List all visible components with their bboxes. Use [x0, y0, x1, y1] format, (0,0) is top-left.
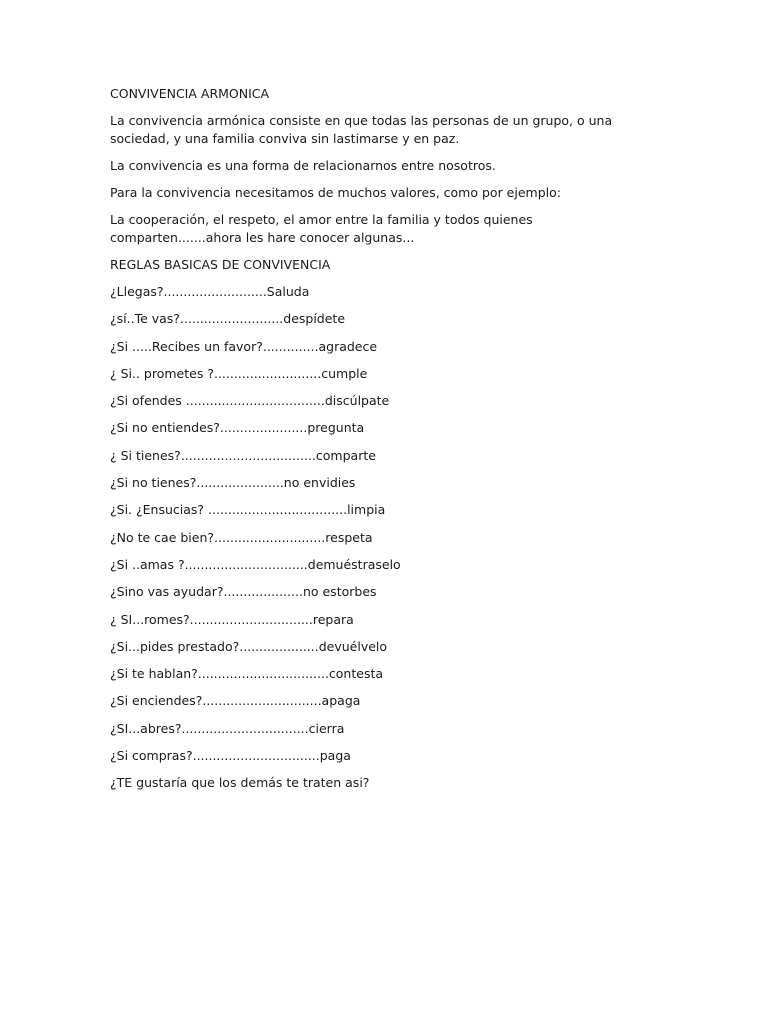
rule-item: ¿Si te hablan?.................................contesta	[110, 666, 384, 682]
closing-question: ¿TE gustaría que los demás te traten asi?	[110, 775, 370, 791]
rules-list	[110, 283, 655, 765]
rule-item: ¿Si .....Recibes un favor?..............agradece	[110, 338, 378, 354]
rule-item: ¿Si no tienes?......................no envidies	[110, 475, 356, 491]
document-title: CONVIVENCIA ARMONICA	[110, 86, 270, 101]
paragraph-examples: La cooperación, el respeto, el amor entre la familia y todos quienes comparten.......ahora les hare conocer algunas...	[110, 212, 533, 245]
rule-item: ¿No te cae bien?............................respeta	[110, 529, 373, 545]
rule-item: ¿Sino vas ayudar?....................no estorbes	[110, 584, 377, 600]
rule-item: ¿Si ofendes ...................................discúlpate	[110, 393, 390, 409]
rule-item: ¿ Si tienes?..................................comparte	[110, 447, 376, 463]
rule-item: ¿ SI...romes?...............................repara	[110, 611, 354, 627]
rule-item: ¿SI...abres?................................cierra	[110, 720, 345, 736]
rule-item: ¿Si enciendes?..............................apaga	[110, 693, 361, 709]
paragraph-definition: La convivencia armónica consiste en que todas las personas de un grupo, o una sociedad, y una familia conviva sin lastimarse y en paz.	[110, 113, 613, 146]
rule-item: ¿Si compras?................................paga	[110, 748, 351, 764]
paragraph-relationship: La convivencia es una forma de relacionarnos entre nosotros.	[110, 158, 496, 173]
rule-item: ¿Si...pides prestado?....................devuélvelo	[110, 638, 388, 654]
rule-item: ¿Llegas?..........................Saluda	[110, 284, 310, 299]
rule-item: ¿Si ..amas ?...............................demuéstraselo	[110, 556, 401, 572]
document-body	[110, 85, 655, 792]
rule-item: ¿Si. ¿Ensucias? ...................................limpia	[110, 502, 386, 518]
rule-item: ¿sí..Te vas?..........................despídete	[110, 311, 346, 327]
rule-item: ¿Si no entiendes?......................pregunta	[110, 420, 365, 436]
rule-item: ¿ Si.. prometes ?...........................cumple	[110, 365, 368, 381]
paragraph-values: Para la convivencia necesitamos de muchos valores, como por ejemplo:	[110, 185, 561, 200]
section-title-rules: REGLAS BASICAS DE CONVIVENCIA	[110, 257, 331, 272]
